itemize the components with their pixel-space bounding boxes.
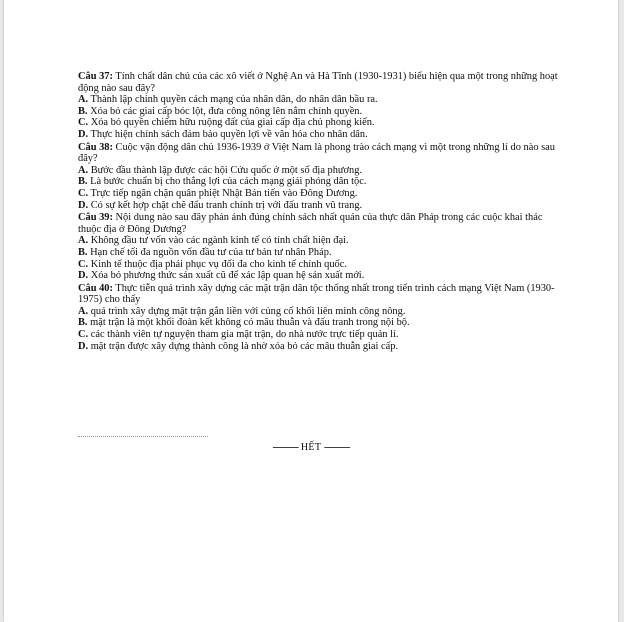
question-number: Câu 40: xyxy=(78,282,113,294)
option-text: Xóa bỏ các giai cấp bóc lột, đưa công nông lên nắm chính quyền. xyxy=(90,105,363,117)
option-text: Thành lập chính quyền cách mạng của nhân dân, do nhân dân bầu ra. xyxy=(90,94,378,106)
option-text: Xóa bỏ quyền chiếm hữu ruộng đất của giai cấp địa chủ phong kiến. xyxy=(90,117,375,129)
option-b xyxy=(78,247,568,259)
question-stem: Tính chất dân chủ của các xô viết ở Nghệ An và Hà Tĩnh (1930-1931) biểu hiện qua một trong những hoạt động nào sau đây? xyxy=(78,71,558,94)
end-dashes-right: ----------- xyxy=(323,442,350,453)
option-text: Trực tiếp ngăn chặn quân phiệt Nhật Bản tiến vào Đông Dương. xyxy=(90,187,358,199)
end-marker xyxy=(4,442,618,453)
question-number: Câu 37: xyxy=(78,71,113,82)
separator-line xyxy=(78,436,208,437)
option-c xyxy=(78,259,568,271)
question-stem: Nội dung nào sau đây phản ánh đúng chính sách nhất quán của thực dân Pháp trong các cuộc khai thác thuộc địa ở Đông Dương? xyxy=(78,212,543,235)
option-letter: A. xyxy=(78,94,89,106)
option-text: mặt trận được xây dựng thành công là nhờ xóa bỏ các mâu thuẫn giai cấp. xyxy=(90,340,399,352)
option-c xyxy=(78,117,568,129)
option-letter: A. xyxy=(78,164,89,176)
end-text: HẾT xyxy=(300,442,322,453)
option-b xyxy=(78,106,568,118)
option-text: Xóa bỏ phương thức sản xuất cũ để xác lập quan hệ sản xuất mới. xyxy=(90,270,365,282)
option-letter: B. xyxy=(78,246,88,258)
question-37 xyxy=(78,71,568,141)
option-letter: C. xyxy=(78,117,89,129)
option-d xyxy=(78,200,568,212)
option-text: Kinh tế thuộc địa phải phục vụ đối đa cho kinh tế chính quốc. xyxy=(90,258,347,270)
option-letter: C. xyxy=(78,187,89,199)
option-letter: B. xyxy=(78,105,88,117)
option-text: quá trình xây dựng mặt trận gắn liền với củng cố khối liên minh công nông. xyxy=(90,305,406,317)
option-a xyxy=(78,306,568,318)
option-letter: A. xyxy=(78,305,89,317)
option-c xyxy=(78,329,568,341)
document-page xyxy=(4,0,618,622)
option-text: mặt trận là một khối đoàn kết không có mâu thuẫn và đấu tranh trong nội bộ. xyxy=(90,317,410,329)
option-letter: D. xyxy=(78,199,89,211)
option-letter: A. xyxy=(78,235,89,247)
option-text: Bước đầu thành lập được các hội Cứu quốc ở một số địa phương. xyxy=(90,164,363,176)
option-text: Là bước chuẩn bị cho thắng lợi của cách mạng giải phóng dân tộc. xyxy=(90,176,367,188)
question-40 xyxy=(78,283,568,353)
option-text: Có sự kết hợp chặt chẽ đấu tranh chính trị với đấu tranh vũ trang. xyxy=(90,199,363,211)
option-text: Hạn chế tối đa nguồn vốn đầu tư của tư bản tư nhân Pháp. xyxy=(90,246,332,258)
option-b xyxy=(78,317,568,329)
question-list xyxy=(78,71,568,353)
question-stem: Cuộc vận động dân chủ 1936-1939 ở Việt Nam là phong trào cách mạng vì một trong những lí do nào sau đây? xyxy=(78,141,555,165)
option-a xyxy=(78,165,568,177)
question-39 xyxy=(78,212,568,282)
option-d xyxy=(78,129,568,141)
option-letter: D. xyxy=(78,270,89,282)
question-number: Câu 38: xyxy=(78,141,113,153)
question-38 xyxy=(78,142,568,212)
option-d xyxy=(78,341,568,353)
question-stem: Thực tiễn quá trình xây dựng các mặt trận dân tộc thống nhất trong tiến trình cách mạng Việt Nam (1930-1975) cho thấy xyxy=(78,282,555,306)
option-text: các thành viên tự nguyện tham gia mặt trận, do nhà nước trực tiếp quản lí. xyxy=(90,329,399,341)
option-letter: C. xyxy=(78,258,89,270)
option-letter: D. xyxy=(78,128,89,140)
option-b xyxy=(78,176,568,188)
end-dashes-left: ----------- xyxy=(272,442,299,453)
option-c xyxy=(78,188,568,200)
option-letter: B. xyxy=(78,176,88,188)
option-a xyxy=(78,235,568,247)
option-a xyxy=(78,94,568,106)
option-letter: B. xyxy=(78,317,88,329)
option-letter: C. xyxy=(78,329,89,341)
option-d xyxy=(78,270,568,282)
option-text: Thực hiện chính sách đảm bảo quyền lợi về văn hóa cho nhân dân. xyxy=(90,128,368,140)
option-text: Không đầu tư vốn vào các ngành kinh tế có tính chất hiện đại. xyxy=(90,235,349,247)
question-number: Câu 39: xyxy=(78,212,113,224)
option-letter: D. xyxy=(78,340,89,352)
